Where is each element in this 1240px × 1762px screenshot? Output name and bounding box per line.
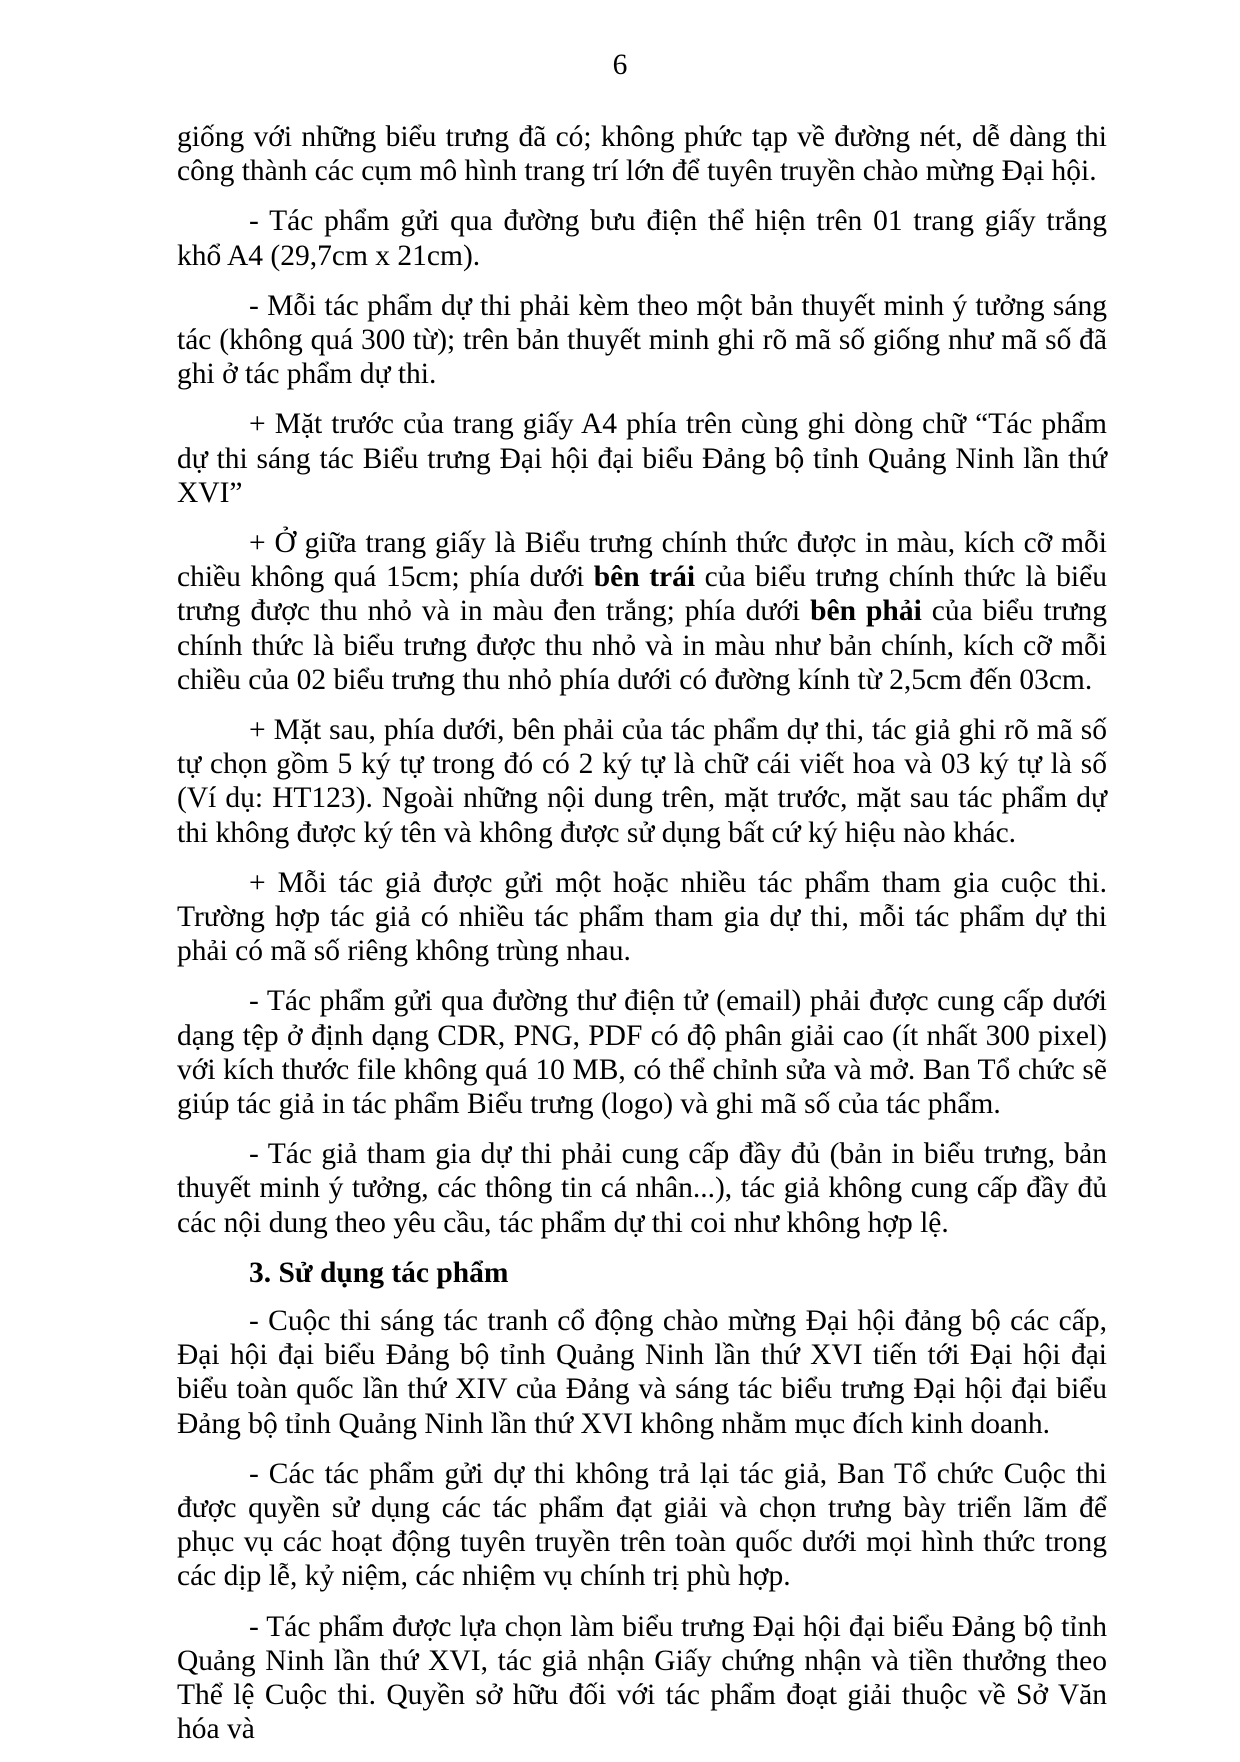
logo-text-left-bold: bên trái <box>593 561 696 594</box>
paragraph-usage-rights: - Các tác phẩm gửi dự thi không trả lại tác giả, Ban Tổ chức Cuộc thi được quyền sử dụng các tác phẩm đạt giải và chọn trưng bày triển lãm để phục vụ các hoạt động tuyên truyền trên toàn quốc dưới mọi hình thức trong các dịp lễ, kỷ niệm, các nhiệm vụ chính trị phù hợp. <box>177 1457 1107 1593</box>
section-heading-usage: 3. Sử dụng tác phẩm <box>249 1256 509 1289</box>
page-number: 6 <box>612 49 628 81</box>
paragraph-explanation-requirement: - Mỗi tác phẩm dự thi phải kèm theo một bản thuyết minh ý tưởng sáng tác (không quá 300 từ); trên bản thuyết minh ghi rõ mã số giống như mã số đã ghi ở tác phẩm dự thi. <box>177 289 1107 391</box>
document-body <box>177 120 1107 1762</box>
paragraph-selected-work: - Tác phẩm được lựa chọn làm biểu trưng Đại hội đại biểu Đảng bộ tỉnh Quảng Ninh lần thứ XVI, tác giả nhận Giấy chứng nhận và tiền thưởng theo Thể lệ Cuộc thi. Quyền sở hữu đối với tác phẩm đoạt giải thuộc về Sở Văn hóa và <box>177 1610 1107 1746</box>
logo-text-3: của biểu trưng chính thức là biểu trưng được thu nhỏ và in màu như bản chính, kích cỡ mỗi chiều của 02 biểu trưng thu nhỏ phía dưới có đường kính từ 2,5cm đến 03cm. <box>177 595 1107 696</box>
paragraph-postal-submission: - Tác phẩm gửi qua đường bưu điện thể hiện trên 01 trang giấy trắng khổ A4 (29,7cm x 21cm). <box>177 205 1107 272</box>
paragraph-logo-placement <box>177 526 1107 697</box>
paragraph-front-side-heading: + Mặt trước của trang giấy A4 phía trên cùng ghi dòng chữ “Tác phẩm dự thi sáng tác Biểu trưng Đại hội đại biểu Đảng bộ tỉnh Quảng Ninh lần thứ XVI” <box>177 408 1107 509</box>
logo-text-1: + Ở giữa trang giấy là Biểu trưng chính thức được in màu, kích cỡ mỗi chiều không quá 15cm; phía dưới <box>177 527 1107 594</box>
paragraph-continuation: giống với những biểu trưng đã có; không phức tạp về đường nét, dễ dàng thi công thành các cụm mô hình trang trí lớn để tuyên truyền chào mừng Đại hội. <box>177 121 1107 188</box>
paragraph-non-commercial: - Cuộc thi sáng tác tranh cổ động chào mừng Đại hội đảng bộ các cấp, Đại hội đại biểu Đảng bộ tỉnh Quảng Ninh lần thứ XVI tiến tới Đại hội đại biểu toàn quốc lần thứ XIV của Đảng và sáng tác biểu trưng Đại hội đại biểu Đảng bộ tỉnh Quảng Ninh lần thứ XVI không nhằm mục đích kinh doanh. <box>177 1304 1107 1440</box>
paragraph-back-side-code: + Mặt sau, phía dưới, bên phải của tác phẩm dự thi, tác giả ghi rõ mã số tự chọn gồm 5 ký tự trong đó có 2 ký tự là chữ cái viết hoa và 03 ký tự là số (Ví dụ: HT123). Ngoài những nội dung trên, mặt trước, mặt sau tác phẩm dự thi không được ký tên và không được sử dụng bất cứ ký hiệu nào khác. <box>177 714 1107 849</box>
paragraph-multiple-entries: + Mỗi tác giả được gửi một hoặc nhiều tác phẩm tham gia cuộc thi. Trường hợp tác giả có nhiều tác phẩm tham gia dự thi, mỗi tác phẩm dự thi phải có mã số riêng không trùng nhau. <box>177 866 1107 968</box>
logo-text-right-bold: bên phải <box>810 595 922 628</box>
paragraph-complete-info: - Tác giả tham gia dự thi phải cung cấp đầy đủ (bản in biểu trưng, bản thuyết minh ý tưởng, các thông tin cá nhân...), tác giả không cung cấp đầy đủ các nội dung theo yêu cầu, tác phẩm dự thi coi như không hợp lệ. <box>177 1138 1107 1239</box>
logo-text-2: của biểu trưng chính thức là biểu trưng được thu nhỏ và in màu đen trắng; phía dưới <box>177 561 1107 628</box>
paragraph-email-submission: - Tác phẩm gửi qua đường thư điện tử (email) phải được cung cấp dưới dạng tệp ở định dạng CDR, PNG, PDF có độ phân giải cao (ít nhất 300 pixel) với kích thước file không quá 10 MB, có thể chỉnh sửa và mở. Ban Tổ chức sẽ giúp tác giả in tác phẩm Biểu trưng (logo) và ghi mã số của tác phẩm. <box>177 985 1107 1121</box>
